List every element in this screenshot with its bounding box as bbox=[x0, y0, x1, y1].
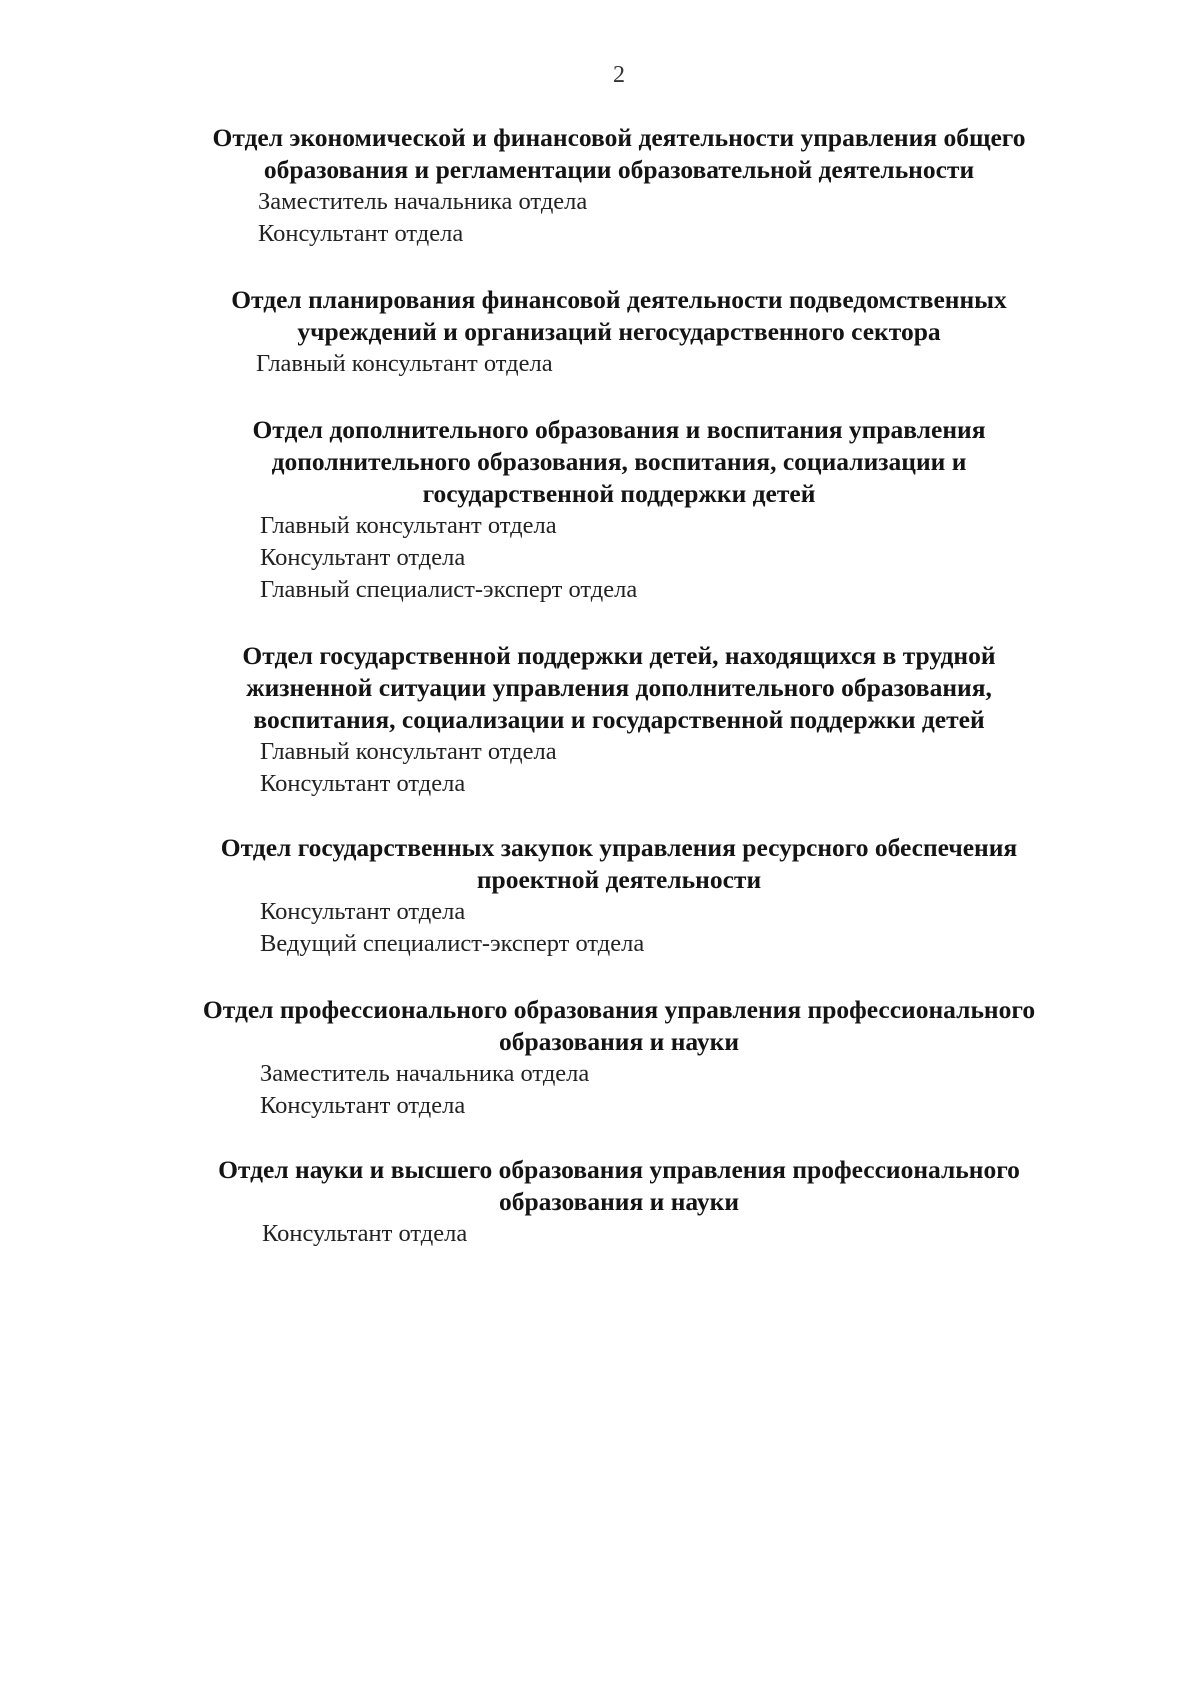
department-section bbox=[0, 122, 1200, 250]
position-list bbox=[0, 736, 1200, 800]
department-title bbox=[0, 832, 1200, 896]
department-section bbox=[0, 640, 1200, 800]
department-title-line: образования и регламентации образовательной деятельности bbox=[263, 155, 975, 184]
position-item: Главный специалист-эксперт отдела bbox=[260, 576, 638, 603]
position-item: Консультант отдела bbox=[260, 770, 466, 797]
department-section bbox=[0, 414, 1200, 606]
department-section bbox=[0, 1154, 1200, 1250]
department-title-line: Отдел профессионального образования управления профессионального bbox=[202, 995, 1036, 1024]
position-item: Заместитель начальника отдела bbox=[258, 188, 588, 215]
position-item: Ведущий специалист-эксперт отдела bbox=[260, 930, 645, 957]
position-list bbox=[0, 1218, 1200, 1250]
position-item: Консультант отдела bbox=[260, 1092, 466, 1119]
department-title-line: проектной деятельности bbox=[476, 865, 762, 894]
department-title-line: Отдел государственной поддержки детей, находящихся в трудной bbox=[242, 641, 996, 670]
position-item: Консультант отдела bbox=[260, 544, 466, 571]
department-title-line: Отдел планирования финансовой деятельности подведомственных bbox=[231, 285, 1007, 314]
position-list bbox=[0, 186, 1200, 250]
position-item: Консультант отдела bbox=[260, 898, 466, 925]
department-title-line: государственной поддержки детей bbox=[422, 479, 816, 508]
position-list bbox=[0, 348, 1200, 380]
position-item: Главный консультант отдела bbox=[260, 512, 557, 539]
department-title bbox=[0, 1154, 1200, 1218]
department-title-line: учреждений и организаций негосударственного сектора bbox=[297, 317, 941, 346]
position-item: Главный консультант отдела bbox=[260, 738, 557, 765]
department-section bbox=[0, 994, 1200, 1122]
department-title-line: дополнительного образования, воспитания, социализации и bbox=[271, 447, 967, 476]
department-title-line: Отдел дополнительного образования и воспитания управления bbox=[252, 415, 986, 444]
department-title-line: образования и науки bbox=[498, 1027, 740, 1056]
department-title bbox=[0, 284, 1200, 348]
department-title-line: образования и науки bbox=[498, 1187, 740, 1216]
department-title-line: Отдел науки и высшего образования управления профессионального bbox=[218, 1155, 1020, 1184]
department-title bbox=[0, 414, 1200, 510]
position-item: Консультант отдела bbox=[262, 1220, 468, 1247]
department-title bbox=[0, 994, 1200, 1058]
department-title-line: жизненной ситуации управления дополнительного образования, bbox=[246, 673, 992, 702]
department-title bbox=[0, 640, 1200, 736]
department-title-line: Отдел экономической и финансовой деятельности управления общего bbox=[212, 123, 1026, 152]
position-list bbox=[0, 510, 1200, 606]
position-item: Заместитель начальника отдела bbox=[260, 1060, 590, 1087]
position-list bbox=[0, 1058, 1200, 1122]
position-item: Консультант отдела bbox=[258, 220, 464, 247]
page-number: 2 bbox=[613, 62, 625, 88]
department-title bbox=[0, 122, 1200, 186]
department-section bbox=[0, 284, 1200, 380]
department-title-line: воспитания, социализации и государственной поддержки детей bbox=[253, 705, 985, 734]
position-list bbox=[0, 896, 1200, 960]
department-section bbox=[0, 832, 1200, 960]
position-item: Главный консультант отдела bbox=[256, 350, 553, 377]
department-title-line: Отдел государственных закупок управления ресурсного обеспечения bbox=[220, 833, 1018, 862]
